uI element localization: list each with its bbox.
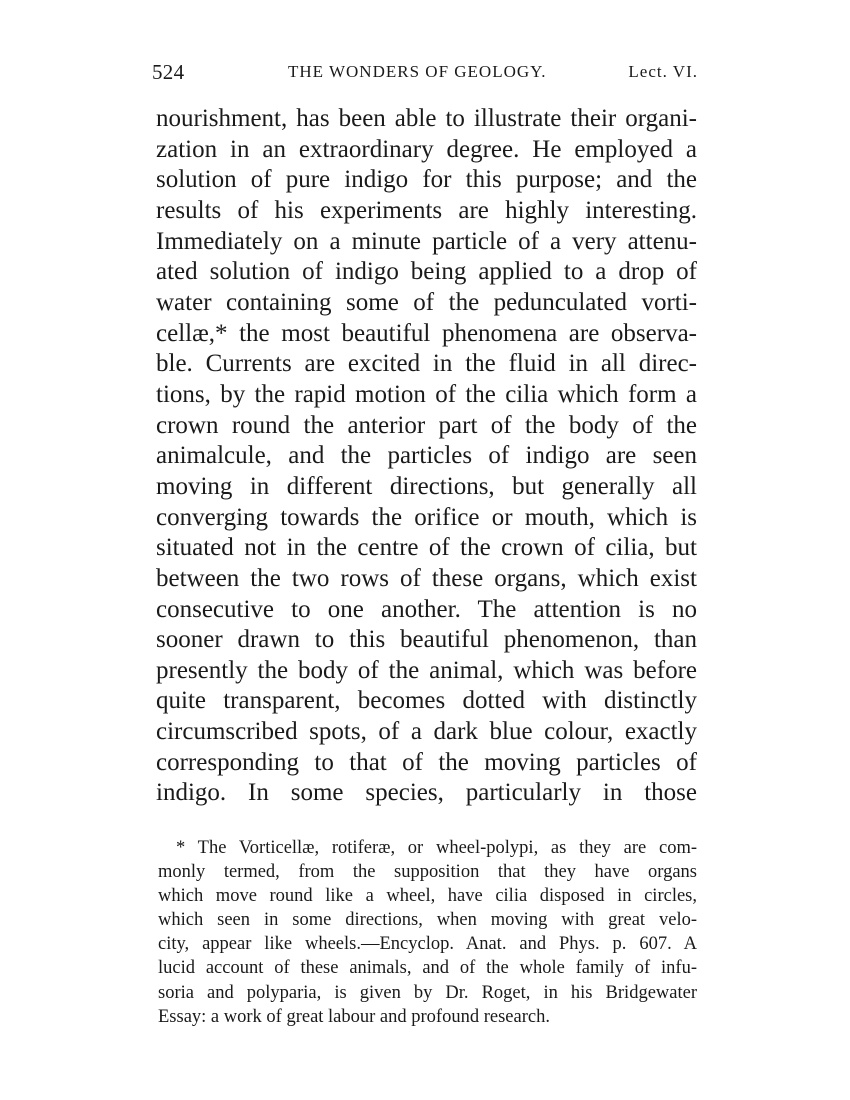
text-line: corresponding to that of the moving particles of [156,748,697,776]
running-head [152,60,698,88]
footnote-line: * The Vorticellæ, rotiferæ, or wheel-polypi, as they are com- [176,838,697,858]
text-line: crown round the anterior part of the body of the [156,411,697,439]
text-line: indigo. In some species, particularly in those [156,779,697,807]
text-line: situated not in the centre of the crown of cilia, but [156,534,697,562]
text-line: animalcule, and the particles of indigo are seen [156,442,697,470]
text-line: ated solution of indigo being applied to a drop of [156,258,697,286]
text-line: moving in different directions, but generally all [156,472,697,500]
book-title: THE WONDERS OF GEOLOGY. [288,62,547,81]
text-line: results of his experiments are highly interesting. [156,196,697,224]
footnote-line: Essay: a work of great labour and profound research. [158,1006,550,1027]
footnote-line: monly termed, from the supposition that they have organs [158,862,697,883]
text-line: consecutive to one another. The attention is no [156,595,697,623]
footnote [158,836,697,1029]
text-line: circumscribed spots, of a dark blue colour, exactly [156,718,697,746]
text-line: sooner drawn to this beautiful phenomenon, than [156,626,697,654]
footnote-line: lucid account of these animals, and of the whole family of infu- [158,958,697,979]
text-line: Immediately on a minute particle of a very attenu- [156,227,697,255]
text-line: converging towards the orifice or mouth, which is [156,503,697,531]
main-text [156,104,697,809]
lecture-number: Lect. VI. [628,62,698,81]
text-line: water containing some of the pedunculated vorti- [156,288,697,316]
footnote-line: which seen in some directions, when moving with great velo- [158,910,697,931]
text-line: presently the body of the animal, which was before [156,656,697,684]
footnote-line: which move round like a wheel, have cilia disposed in circles, [158,886,697,907]
text-line: nourishment, has been able to illustrate their organi- [156,105,697,132]
page-number: 524 [152,60,185,84]
text-line: quite transparent, becomes dotted with distinctly [156,687,697,715]
footnote-line: soria and polyparia, is given by Dr. Roget, in his Bridgewater [158,982,697,1003]
text-line: between the two rows of these organs, which exist [156,564,697,592]
text-line: tions, by the rapid motion of the cilia which form a [156,380,697,408]
footnote-line: city, appear like wheels.—Encyclop. Anat. and Phys. p. 607. A [158,934,697,955]
text-line: zation in an extraordinary degree. He employed a [156,135,697,163]
text-line: solution of pure indigo for this purpose; and the [156,166,697,194]
text-line: cellæ,* the most beautiful phenomena are observa- [156,319,697,347]
text-line: ble. Currents are excited in the fluid in all direc- [156,350,697,378]
